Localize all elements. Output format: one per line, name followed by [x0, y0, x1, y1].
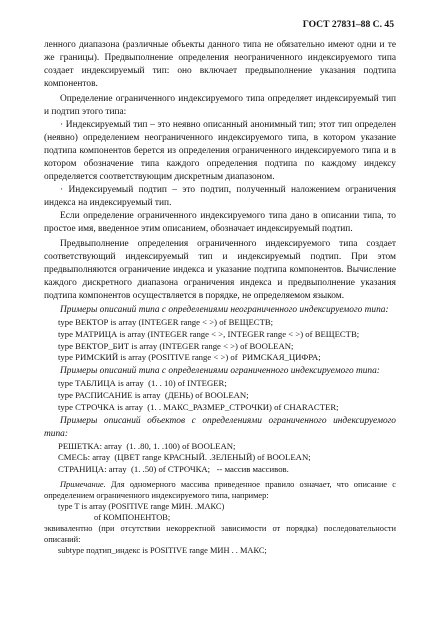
- note-text: Для одномерного массива приведенное правило означает, что описание с определением ограниченного индексируемого типа, например:: [44, 479, 396, 500]
- paragraph: · Индексируемый подтип – это подтип, полученный наложением ограничения индекса на индексируемый тип.: [44, 185, 396, 208]
- note-paragraph: эквивалентно (при отсутствии некорректной зависимости от порядка) последовательности описаний:: [44, 523, 396, 544]
- paragraph: · Индексируемый тип – это неявно описанный анонимный тип; этот тип определен (неявно) определением неограниченного индексируемого типа, в котором указание подтипа компонентов берется из определения ограниченного индексируемого типа и в котором обозначение типа каждого определения подтипа по каждому индексу определяется соответствующим дискретным диапазоном.: [44, 120, 396, 182]
- note-code-line: subtype подтип_индекс is POSITIVE range МИН . . МАКС;: [58, 545, 267, 555]
- page-header: ГОСТ 27831–88 С. 45: [302, 19, 394, 30]
- note-paragraph: [44, 479, 396, 501]
- paragraph: Если определение ограниченного индексируемого типа дано в описании типа, то простое имя, введенное этим описанием, обозначает индексируемый подтип.: [44, 211, 396, 234]
- code-line: СТРАНИЦА: array (1. .50) of СТРОЧКА; -- массив массивов.: [58, 464, 289, 475]
- code-line: type РАСПИСАНИЕ is array (ДЕНЬ) of BOOLEAN;: [58, 389, 249, 400]
- examples-heading: Примеры описаний типа с определениями ограниченного индексируемого типа:: [60, 366, 380, 377]
- code-line: type ВЕКТОР is array (INTEGER range < >) of ВЕЩЕСТВ;: [58, 317, 274, 327]
- examples-heading: Примеры описаний типа с определениями неограниченного индексируемого типа:: [60, 305, 389, 315]
- note-code-line: type T is array (POSITIVE range МИН. .МАКС): [58, 501, 225, 511]
- paragraph: ленного диапазона (различные объекты данного типа не обязательно имеют одни и те же границы). Предвыполнение определения неограниченного индексируемого типа создает индексируемый тип: оно включает предвыполнение указания подтипа компонентов.: [44, 40, 396, 89]
- paragraph: Определение ограниченного индексируемого типа определяет индексируемый тип и подтип этого типа:: [44, 94, 396, 117]
- code-line: СМЕСЬ: array (ЦВЕТ range КРАСНЫЙ. .ЗЕЛЕНЫЙ) of BOOLEAN;: [58, 452, 311, 463]
- code-line: type МАТРИЦА is array (INTEGER range < >, INTEGER range < >) of ВЕЩЕСТВ;: [58, 328, 360, 339]
- note-label: Примечание.: [60, 479, 106, 489]
- note-code-line: of КОМПОНЕНТОВ;: [94, 512, 171, 522]
- code-line: РЕШЕТКА: array (1. .80, 1. .100) of BOOLEAN;: [58, 440, 236, 451]
- code-line: type РИМСКИЙ is array (POSITIVE range < >) of РИМСКАЯ_ЦИФРА;: [58, 352, 321, 363]
- code-line: type ВЕКТОР_БИТ is array (INTEGER range < >) of BOOLEAN;: [58, 340, 294, 351]
- paragraph: Предвыполнение определения ограниченного индексируемого типа создает соответствующий индексируемый тип и индексируемый подтип. При этом предвыполняются ограничение индекса и указание подтипа компонентов. Вычисление каждого дискретного диапазона ограничения индекса и предвыполнение указания подтипа компонентов осуществляется в порядке, не определяемом языком.: [44, 239, 396, 301]
- examples-heading: Примеры описаний объектов с определениями ограниченного индексируемого типа:: [44, 415, 396, 439]
- code-line: type СТРОЧКА is array (1. . МАКС_РАЗМЕР_СТРОЧКИ) of CHARACTER;: [58, 401, 339, 412]
- code-line: type ТАБЛИЦА is array (1. . 10) of INTEGER;: [58, 378, 227, 389]
